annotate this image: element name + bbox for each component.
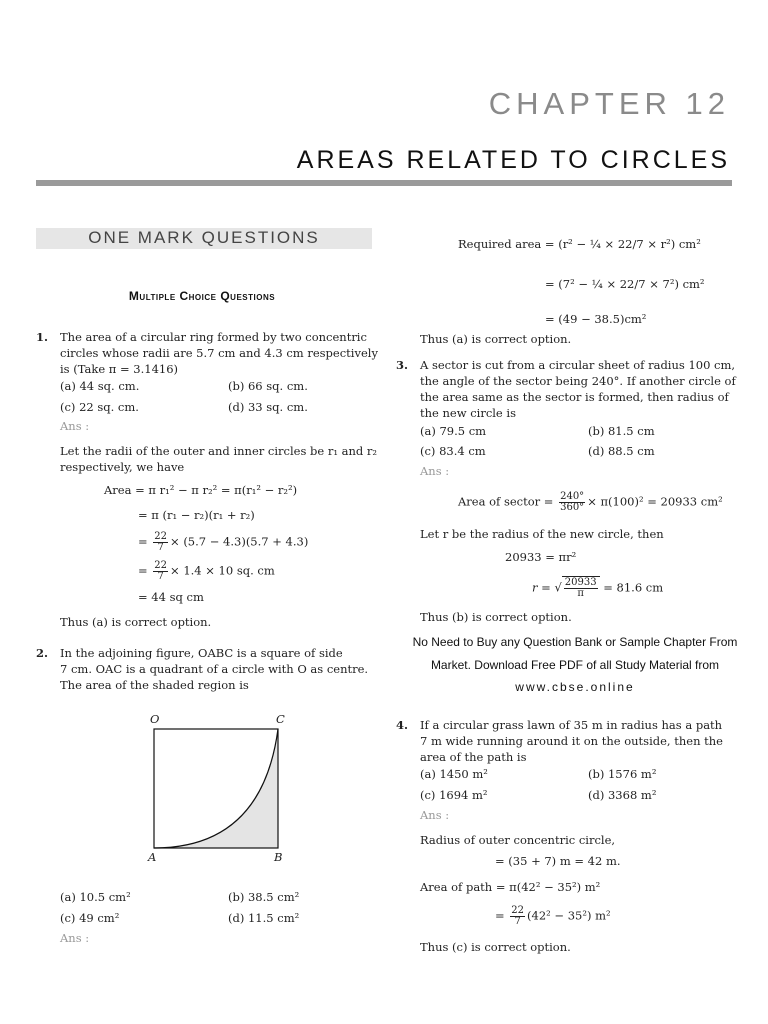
q3-conclusion: Thus (b) is correct option. bbox=[420, 610, 572, 624]
q2-line: The area of the shaded region is bbox=[60, 678, 249, 692]
q4-line: 7 m wide running around it on the outside, then the bbox=[420, 734, 723, 748]
fraction-240-360: $\frac{240^\circ}{360^\circ}$ bbox=[560, 491, 585, 513]
q4-sol-radius-label: Radius of outer concentric circle, bbox=[420, 833, 616, 847]
chapter-number: CHAPTER 12 bbox=[488, 86, 730, 121]
q3-sector-label: Area of sector = bbox=[458, 494, 554, 509]
q1-step-3-text: × (5.7 − 4.3)(5.7 + 4.3) bbox=[170, 534, 309, 549]
q1-step-4: = $\frac{22}{7}$ × 1.4 × 10 sq. cm bbox=[138, 560, 275, 582]
q4-ans-label: Ans : bbox=[420, 808, 450, 822]
q2-line: In the adjoining figure, OABC is a square of side bbox=[60, 646, 343, 660]
advert-line-1: No Need to Buy any Question Bank or Sample Chapter From bbox=[412, 635, 738, 649]
q1-line: is (Take π = 3.1416) bbox=[60, 362, 179, 376]
q4-number: 4. bbox=[396, 718, 409, 732]
q1-option-c: (c) 22 sq. cm. bbox=[60, 400, 139, 414]
q3-line: A sector is cut from a circular sheet of radius 100 cm, bbox=[420, 358, 736, 372]
q3-question bbox=[420, 357, 740, 421]
q3-sol-eq-2-rhs: = 81.6 cm bbox=[603, 580, 664, 595]
q1-line: circles whose radii are 5.7 cm and 4.3 cm respectively bbox=[60, 346, 378, 360]
q2-ans-label: Ans : bbox=[60, 931, 90, 945]
q4-option-c: (c) 1694 m² bbox=[420, 788, 488, 802]
fraction-20933-pi: $\frac{20933}{\pi}$ bbox=[564, 577, 597, 599]
sqrt-expression bbox=[562, 576, 600, 599]
q4-sol-area-2: = $\frac{22}{7}$ (42² − 35²) m² bbox=[495, 905, 611, 927]
q3-option-c: (c) 83.4 cm bbox=[420, 444, 486, 458]
q1-option-a: (a) 44 sq. cm. bbox=[60, 379, 140, 393]
q1-step-1: Area = π r₁² − π r₂² = π(r₁² − r₂²) bbox=[104, 483, 298, 497]
q2-number: 2. bbox=[36, 646, 49, 660]
q1-line: The area of a circular ring formed by two concentric bbox=[60, 330, 367, 344]
q3-option-b: (b) 81.5 cm bbox=[588, 424, 655, 438]
q4-line: area of the path is bbox=[420, 750, 527, 764]
fraction-22-7: $\frac{22}{7}$ bbox=[154, 531, 168, 553]
q2-conclusion: Thus (a) is correct option. bbox=[420, 332, 572, 346]
q4-option-d: (d) 3368 m² bbox=[588, 788, 657, 802]
q3-option-d: (d) 88.5 cm bbox=[588, 444, 655, 458]
q2-line: 7 cm. OAC is a quadrant of a circle with O as centre. bbox=[60, 662, 369, 676]
q1-option-d: (d) 33 sq. cm. bbox=[228, 400, 308, 414]
section-banner: ONE MARK QUESTIONS bbox=[36, 228, 372, 249]
q2-option-d: (d) 11.5 cm² bbox=[228, 911, 300, 925]
chapter-title: AREAS RELATED TO CIRCLES bbox=[296, 146, 730, 174]
q4-sol-area-1: Area of path = π(42² − 35²) m² bbox=[420, 880, 601, 894]
q3-number: 3. bbox=[396, 358, 409, 372]
q2-option-b: (b) 38.5 cm² bbox=[228, 890, 300, 904]
q3-line: the area same as the sector is formed, then radius of bbox=[420, 390, 729, 404]
q3-sol-eq-1: 20933 = πr² bbox=[505, 550, 577, 564]
q2-question bbox=[60, 645, 380, 693]
q1-step-4-text: × 1.4 × 10 sq. cm bbox=[170, 563, 275, 578]
q4-conclusion: Thus (c) is correct option. bbox=[420, 940, 571, 954]
q2-option-c: (c) 49 cm² bbox=[60, 911, 120, 925]
q1-ans-label: Ans : bbox=[60, 419, 90, 433]
header-rule bbox=[36, 180, 732, 186]
label-b: B bbox=[274, 850, 283, 864]
q3-sector-rest: × π(100)² = 20933 cm² bbox=[587, 494, 723, 509]
q3-sol-sector bbox=[458, 492, 723, 513]
q4-line: If a circular grass lawn of 35 m in radius has a path bbox=[420, 718, 723, 732]
label-a: A bbox=[148, 850, 157, 864]
q2-option-a: (a) 10.5 cm² bbox=[60, 890, 131, 904]
q1-intro-line: Let the radii of the outer and inner circles be r₁ and r₂ bbox=[60, 444, 377, 458]
fraction-22-7: $\frac{22}{7}$ bbox=[511, 905, 525, 927]
q2-sol-line-2: = (7² − ¼ × 22/7 × 7²) cm² bbox=[545, 277, 705, 291]
q1-solution-intro bbox=[60, 443, 380, 475]
q1-conclusion: Thus (a) is correct option. bbox=[60, 615, 212, 629]
q2-sol-line-3: = (49 − 38.5)cm² bbox=[545, 312, 647, 326]
label-o: O bbox=[150, 712, 160, 726]
advert-url[interactable]: www.cbse.online bbox=[515, 680, 635, 694]
q4-sol-radius: = (35 + 7) m = 42 m. bbox=[495, 854, 621, 868]
q4-sol-area-2-text: (42² − 35²) m² bbox=[527, 908, 611, 923]
square-quadrant-figure bbox=[140, 708, 300, 868]
q2-sol-label: Required area = bbox=[458, 237, 555, 251]
q3-ans-label: Ans : bbox=[420, 464, 450, 478]
q4-option-a: (a) 1450 m² bbox=[420, 767, 488, 781]
section-subheading: Multiple Choice Questions bbox=[128, 289, 276, 303]
q1-step-3: = $\frac{22}{7}$ × (5.7 − 4.3)(5.7 + 4.3) bbox=[138, 531, 309, 553]
q1-option-b: (b) 66 sq. cm. bbox=[228, 379, 308, 393]
q1-question bbox=[60, 329, 380, 377]
q3-line: the angle of the sector being 240°. If another circle of bbox=[420, 374, 736, 388]
q2-sol-line-1-text: (r² − ¼ × 22/7 × r²) cm² bbox=[558, 237, 701, 251]
label-c: C bbox=[276, 712, 285, 726]
q1-step-2: = π (r₁ − r₂)(r₁ + r₂) bbox=[138, 508, 255, 522]
q1-intro-line: respectively, we have bbox=[60, 460, 185, 474]
q1-step-5: = 44 sq cm bbox=[138, 590, 204, 604]
q3-sol-eq-2: r = √ $\frac{20933}{\pi}$ = 81.6 cm bbox=[532, 577, 664, 599]
advert-line-2: Market. Download Free PDF of all Study Material from bbox=[430, 658, 720, 672]
q3-option-a: (a) 79.5 cm bbox=[420, 424, 487, 438]
q1-number: 1. bbox=[36, 330, 49, 344]
shaded-region bbox=[154, 729, 278, 848]
q4-option-b: (b) 1576 m² bbox=[588, 767, 657, 781]
q4-question bbox=[420, 717, 740, 765]
q3-line: the new circle is bbox=[420, 406, 516, 420]
q2-sol-line-1 bbox=[458, 237, 701, 251]
fraction-22-7: $\frac{22}{7}$ bbox=[154, 560, 168, 582]
q3-sol-let: Let r be the radius of the new circle, then bbox=[420, 527, 664, 541]
